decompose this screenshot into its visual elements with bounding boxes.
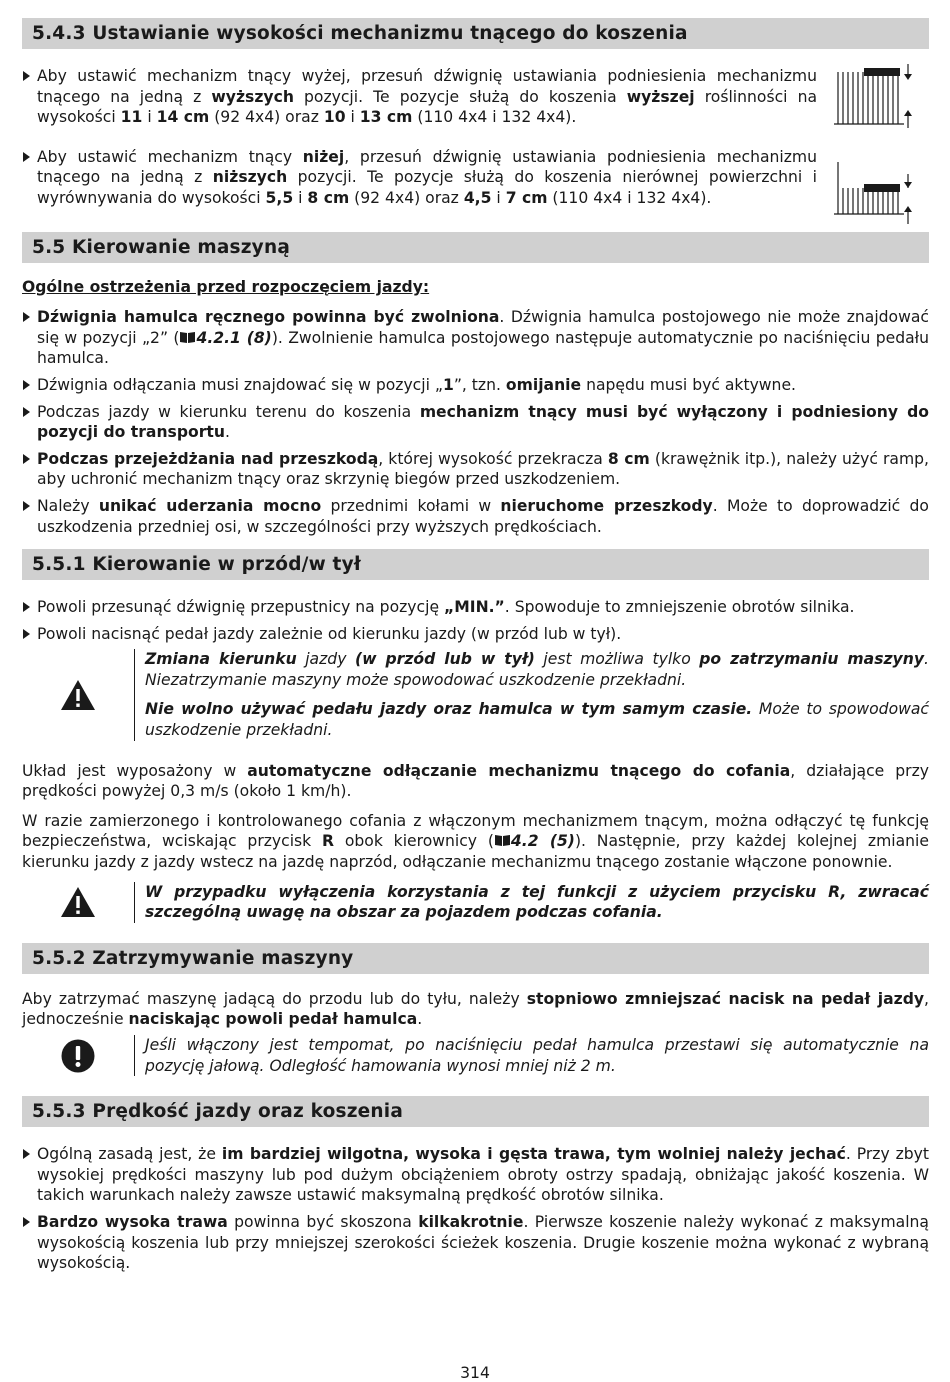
section-heading-5-5-3: 5.5.3 Prędkość jazdy oraz koszenia xyxy=(22,1096,929,1127)
paragraph: Układ jest wyposażony w automatyczne odłączanie mechanizmu tnącego do cofania, działające przy prędkości powyżej 0,3 m/s (około 1 km/h). xyxy=(22,761,930,801)
section-heading-5-5-2: 5.5.2 Zatrzymywanie maszyny xyxy=(22,943,929,974)
bullet-arrow-icon xyxy=(23,407,30,417)
section-heading-5-5-1: 5.5.1 Kierowanie w przód/w tył xyxy=(22,549,929,580)
list-item: Podczas przejeżdżania nad przeszkodą, której wysokość przekracza 8 cm (krawężnik itp.), należy użyć ramp, aby uchronić mechanizm tnący oraz skrzynię biegów przed uszkodzeniem. xyxy=(22,449,929,490)
paragraph: Aby zatrzymać maszynę jadącą do przodu lub do tyłu, należy stopniowo zmniejszać nacisk na pedał jazdy, jednocześnie naciskając powoli pedał hamulca. xyxy=(22,989,929,1029)
bullet-arrow-icon xyxy=(23,1149,30,1159)
book-reference-icon xyxy=(494,834,511,847)
bullet-arrow-icon xyxy=(23,602,30,612)
bullet-arrow-icon xyxy=(23,454,30,464)
info-notice xyxy=(22,1035,929,1076)
warning-notice xyxy=(22,649,929,740)
warning-text: Zmiana kierunku jazdy (w przód lub w tył) jest możliwa tylko po zatrzymaniu maszyny. Niezatrzymanie maszyny może spowodować uszkodzenie przekładni. xyxy=(145,650,929,689)
list-item: Aby ustawić mechanizm tnący wyżej, przesuń dźwignię ustawiania podniesienia mechanizmu tnącego na jedną z wyższych pozycji. Te pozycje służą do koszenia wyższej roślinności na wysokości 11 i 14 cm (92 4x4) oraz 10 i 13 cm (110 4x4 i 132 4x4). xyxy=(22,66,817,128)
warning-triangle-icon xyxy=(60,679,96,711)
bullet-arrow-icon xyxy=(23,501,30,511)
list-item: Aby ustawić mechanizm tnący niżej, przesuń dźwignię ustawiania podniesienia mechanizmu tnącego na jedną z niższych pozycji. Te pozycje służą do koszenia nierównej powierzchni i wyrównywania do wysokości 5,5 i 8 cm (92 4x4) oraz 4,5 i 7 cm (110 4x4 i 132 4x4). xyxy=(22,147,817,209)
list-item: Ogólną zasadą jest, że im bardziej wilgotna, wysoka i gęsta trawa, tym wolniej należy jechać. Przy zbyt wysokiej prędkości maszyny lub pod dużym obciążeniem obroty ostrzy spadają, obniżając jakość koszenia. W takich warunkach należy zawsze ustawić maksymalną prędkość obrotów silnika. xyxy=(22,1144,929,1206)
bullet-arrow-icon xyxy=(23,380,30,390)
bullet-arrow-icon xyxy=(23,629,30,639)
warning-text: W przypadku wyłączenia korzystania z tej funkcji z użyciem przycisku R, zwracać szczególną uwagę na obszar za pojazdem podczas cofania. xyxy=(145,882,929,922)
book-reference-icon xyxy=(179,331,196,344)
paragraph: W razie zamierzonego i kontrolowanego cofania z włączonym mechanizmem tnącym, można odłączyć tę funkcję bezpieczeństwa, wciskając przycisk R obok kierownicy ( 4.2 (5)). Następnie, przy każdej kolejnej zmianie kierunku jazdy z jazdy wstecz na jazdę naprzód, odłączanie mechanizmu tnącego zostanie włączone ponownie. xyxy=(22,811,929,872)
list-item: Dźwignia odłączania musi znajdować się w pozycji „1”, tzn. omijanie napędu musi być aktywne. xyxy=(22,375,929,396)
section-heading-5-4-3: 5.4.3 Ustawianie wysokości mechanizmu tnącego do koszenia xyxy=(22,18,929,49)
list-item: Dźwignia hamulca ręcznego powinna być zwolniona. Dźwignia hamulca postojowego nie może znajdować się w pozycji „2” ( 4.2.1 (8)). Zwolnienie hamulca postojowego następuje automatycznie po naciśnięciu pedału hamulca. xyxy=(22,307,929,369)
bullet-arrow-icon xyxy=(23,152,30,162)
section-heading-5-5: 5.5 Kierowanie maszyną xyxy=(22,232,929,263)
subheading: Ogólne ostrzeżenia przed rozpoczęciem jazdy: xyxy=(22,277,430,296)
exclamation-circle-icon xyxy=(61,1039,95,1073)
note-text: Jeśli włączony jest tempomat, po naciśnięciu pedał hamulca przestawi się automatycznie na pozycję jałową. Odległość hamowania wynosi mniej niż 2 m. xyxy=(145,1036,929,1075)
list-item: Podczas jazdy w kierunku terenu do koszenia mechanizm tnący musi być wyłączony i podniesiony do pozycji do transportu. xyxy=(22,402,929,443)
bullet-arrow-icon xyxy=(23,1217,30,1227)
page-number: 314 xyxy=(460,1364,490,1382)
list-item: Powoli przesunąć dźwignię przepustnicy na pozycję „MIN.”. Spowoduje to zmniejszenie obrotów silnika. xyxy=(22,597,929,618)
list-item: Należy unikać uderzania mocno przednimi kołami w nieruchome przeszkody. Może to doprowadzić do uszkodzenia przedniej osi, w szczególności przy wyższych prędkościach. xyxy=(22,496,929,537)
list-item: Bardzo wysoka trawa powinna być skoszona kilkakrotnie. Pierwsze koszenie należy wykonać z maksymalną wysokością koszenia lub przy mniejszej szerokości ścieżek koszenia. Drugie koszenie można wykonać z wybraną wysokością. xyxy=(22,1212,929,1274)
warning-notice xyxy=(22,882,929,923)
bullet-arrow-icon xyxy=(23,71,30,81)
warning-triangle-icon xyxy=(60,886,96,918)
bullet-arrow-icon xyxy=(23,312,30,322)
list-item: Powoli nacisnąć pedał jazdy zależnie od kierunku jazdy (w przód lub w tył). xyxy=(22,624,929,645)
warning-text: Nie wolno używać pedału jazdy oraz hamulca w tym samym czasie. Może to spowodować uszkodzenie przekładni. xyxy=(145,700,929,740)
manual-page xyxy=(22,18,929,1274)
